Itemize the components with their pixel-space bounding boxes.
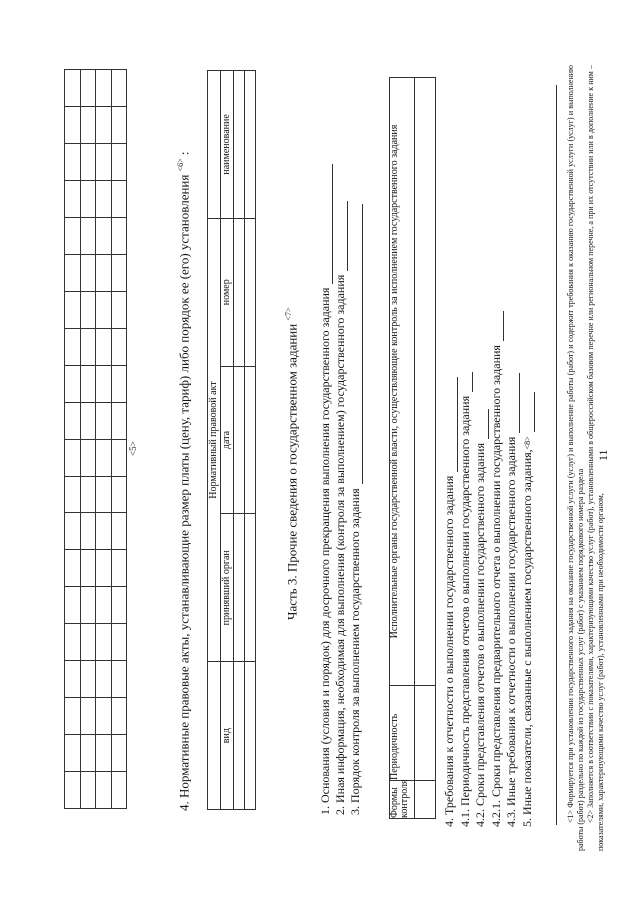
part3-footnote-marker: <7> xyxy=(284,307,293,321)
fill-line xyxy=(336,201,348,271)
part3-item-text: 1. Основания (условия и порядок) для досрочного прекращения выполнения государственного задания xyxy=(318,287,332,815)
req-item-text: 4.2.1. Сроки представления предварительного отчета о выполнении государственного задания xyxy=(488,345,503,827)
req-item xyxy=(489,311,505,827)
npa-table xyxy=(207,70,256,810)
fill-line xyxy=(477,409,489,439)
footnote-divider xyxy=(556,85,557,825)
part3-item xyxy=(333,164,348,815)
footnote-2: <2> Заполняется в соответствии с показателями, характеризующими качество услуг (работ), установленными в общероссийском базовом перечне или региональном перечне, а при их отсутствии или в дополнение к ним – показателями, характеризующими качество услуг (работ), установленными при необходимости органом, xyxy=(586,65,605,851)
npa-col-name: наименование xyxy=(221,71,234,219)
table-footnote-marker: <5> xyxy=(128,441,138,456)
section4-heading xyxy=(176,151,192,811)
req-item xyxy=(473,311,489,827)
fill-line xyxy=(461,372,473,392)
req-item xyxy=(458,311,474,827)
fill-line xyxy=(508,373,520,433)
req-item xyxy=(504,311,520,827)
part3-heading xyxy=(284,308,300,621)
req-item-text: 4.3. Иные требования к отчетности о выполнении государственного задания xyxy=(504,436,518,827)
footnote-1: <1> Формируется при установлении государственного задания на оказание государственной услуги (услуг) и выполнение работы (работ) и содержит требования к оказанию государственной услуги (услуг) и выполнению работы (работ) раздельно по каждой из государственных услуг (работ) с указанием порядкового номера раздела xyxy=(566,65,585,851)
req-footnote-marker: <8> xyxy=(522,436,532,450)
part3-title: Часть 3. Прочие сведения о государственном задании xyxy=(284,323,300,620)
part3-item-text: 3. Порядок контроля за выполнением государственного задания xyxy=(348,488,362,815)
npa-group-header: Нормативный правовой акт xyxy=(208,218,221,661)
req-item-text: 5. Иные показатели, связанные с выполнением государственного задания, xyxy=(519,449,534,827)
control-col-forms: Формы контроля xyxy=(390,781,415,819)
fill-line xyxy=(321,164,333,284)
fill-line xyxy=(523,392,535,432)
section4-title: 4. Нормативные правовые акты, устанавливающие размер платы (цену, тариф) либо порядок ее (его) установления xyxy=(176,174,192,811)
req-item-text: 4.2. Сроки представления отчетов о выполнении государственного задания xyxy=(473,443,487,827)
npa-col-organ: принявший орган xyxy=(221,514,234,662)
control-col-period: Периодичность xyxy=(390,686,415,781)
part3-item xyxy=(318,164,333,815)
part3-item-text: 2. Иная информация, необходимая для выполнения (контроля за выполнением) государственного задания xyxy=(333,274,347,815)
fill-line xyxy=(446,377,458,472)
reporting-requirements xyxy=(442,311,535,827)
footnotes xyxy=(566,65,606,851)
section4-colon: : xyxy=(176,151,192,156)
npa-col-date: дата xyxy=(221,366,234,514)
control-table xyxy=(389,77,436,819)
part3-items xyxy=(318,164,363,815)
fill-line xyxy=(351,204,363,484)
header-continuation-table xyxy=(64,69,127,809)
fill-line xyxy=(492,311,504,341)
npa-col-number: номер xyxy=(221,218,234,366)
req-item xyxy=(442,311,458,827)
req-item-text: 4. Требования к отчетности о выполнении государственного задания xyxy=(442,475,456,827)
part3-item xyxy=(348,164,363,815)
req-item xyxy=(520,311,536,827)
page-number: 11 xyxy=(596,449,610,461)
req-item-text: 4.1. Периодичность представления отчетов о выполнении государственного задания xyxy=(457,395,472,827)
npa-col-vid: вид xyxy=(221,662,234,810)
section4-footnote-marker: <6> xyxy=(176,158,185,172)
control-col-organs: Исполнительные органы государственной власти, осуществляющие контроль за исполнением государственного задания xyxy=(390,78,415,686)
